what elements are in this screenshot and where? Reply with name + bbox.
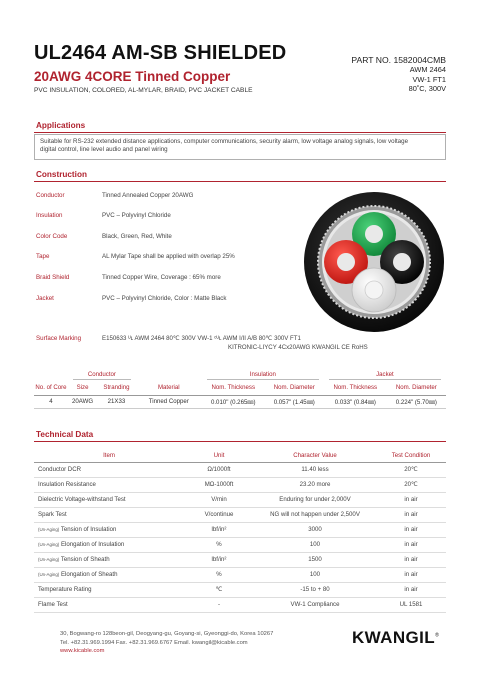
col-size: Size	[68, 380, 97, 395]
spec-label: Braid Shield	[36, 274, 70, 281]
condition-cell: in air	[376, 522, 446, 537]
unit-cell: lbf/in²	[184, 552, 254, 567]
value-cell: 100	[254, 567, 376, 582]
condition-cell: in air	[376, 492, 446, 507]
value-cell: 11.40 less	[254, 462, 376, 477]
surface-marking-line-2: KITRONIC-LIYCY 4Cx20AWG KWANGIL CE RoHS	[228, 344, 368, 351]
cell-cores: 4	[34, 395, 68, 408]
condition-cell: in air	[376, 552, 446, 567]
spec-color-code	[36, 233, 336, 243]
table-row	[34, 477, 446, 492]
cell-ins-thickness: 0.010" (0.265㎜)	[202, 395, 265, 408]
table-row	[34, 537, 446, 552]
unit-cell: V/continue	[184, 507, 254, 522]
table-row	[34, 492, 446, 507]
technical-data-table	[34, 450, 446, 613]
spec-value: PVC – Polyvinyl Chloride, Color : Matte Black	[102, 295, 227, 302]
product-description: PVC INSULATION, COLORED, AL-MYLAR, BRAID, PVC JACKET CABLE	[34, 87, 253, 94]
spec-value: AL Mylar Tape shall be applied with overlap 25%	[102, 253, 235, 260]
value-cell: 1500	[254, 552, 376, 567]
temp-voltage-rating: 80˚C, 300V	[408, 83, 446, 93]
surface-marking-label: Surface Marking	[36, 335, 82, 342]
spec-label: Jacket	[36, 295, 54, 302]
unit-cell: Ω/1000ft	[184, 462, 254, 477]
cell-jacket-thickness: 0.033" (0.84㎜)	[324, 395, 387, 408]
table-row	[34, 395, 446, 408]
table-row	[34, 507, 446, 522]
company-logo: KWANGIL®	[352, 628, 440, 647]
cell-size: 20AWG	[68, 395, 97, 408]
applications-rule	[34, 132, 446, 133]
condition-cell: in air	[376, 507, 446, 522]
spec-label: Tape	[36, 253, 50, 260]
black-core-conductor	[393, 253, 411, 271]
company-address: 30, Bogwang-ro 128beon-gil, Deogyang-gu, Goyang-si, Gyeonggi-do, Korea 10267	[60, 631, 274, 637]
item-cell: (Un-Aging) Elongation of Sheath	[34, 567, 184, 582]
white-core-conductor	[365, 281, 383, 299]
col-stranding: Stranding	[97, 380, 136, 395]
table-row	[34, 462, 446, 477]
group-insulation: Insulation	[202, 370, 324, 380]
col-jacket-thickness: Nom. Thickness	[324, 380, 387, 395]
unit-cell: -	[184, 597, 254, 612]
applications-box	[34, 134, 446, 160]
applications-line-1: Suitable for RS-232 extended distance applications, computer communications, security alarm, low voltage analog signals, low voltage	[40, 138, 409, 145]
group-jacket: Jacket	[324, 370, 446, 380]
col-no-of-core: No. of Core	[34, 380, 68, 395]
unit-cell: lbf/in²	[184, 522, 254, 537]
condition-cell: in air	[376, 537, 446, 552]
condition-cell: in air	[376, 567, 446, 582]
green-core-conductor	[365, 225, 383, 243]
spec-jacket	[36, 295, 336, 305]
value-cell: Enduring for under 2,000V	[254, 492, 376, 507]
spec-value: Tinned Copper Wire, Coverage : 65% more	[102, 274, 221, 281]
col-material: Material	[136, 380, 202, 395]
value-cell: 100	[254, 537, 376, 552]
product-title: UL2464 AM-SB SHIELDED	[34, 42, 287, 64]
applications-title: Applications	[36, 121, 86, 130]
item-cell: Insulation Resistance	[34, 477, 184, 492]
company-website-link[interactable]: www.kicable.com	[60, 648, 105, 655]
value-cell: 3000	[254, 522, 376, 537]
item-cell: (Un-Aging) Tension of Sheath	[34, 552, 184, 567]
part-info	[351, 56, 446, 93]
spec-tape	[36, 253, 336, 263]
value-cell: 23.20 more	[254, 477, 376, 492]
unit-cell: MΩ-1000ft	[184, 477, 254, 492]
company-contact: Tel. +82.31.969.1994 Fax. +82.31.969.6767 Email. kwangil@kicable.com	[60, 639, 248, 646]
unit-cell: %	[184, 567, 254, 582]
spec-label: Conductor	[36, 192, 65, 199]
construction-title: Construction	[36, 170, 87, 179]
spec-insulation	[36, 212, 336, 222]
applications-line-2: digital control, line level audio and panel wiring	[40, 146, 168, 154]
spec-value: Black, Green, Red, White	[102, 233, 172, 240]
flame-rating: VW-1 FT1	[412, 74, 446, 84]
unit-cell: ℃	[184, 582, 254, 597]
cable-cross-section-illustration	[302, 190, 446, 334]
cell-jacket-diameter: 0.224" (5.70㎜)	[387, 395, 446, 408]
value-cell: NG will not happen under 2,500V	[254, 507, 376, 522]
spec-conductor	[36, 192, 336, 202]
cell-material: Tinned Copper	[136, 395, 202, 408]
condition-cell: 20℃	[376, 477, 446, 492]
unit-cell: V/min	[184, 492, 254, 507]
technical-rule	[34, 441, 446, 442]
spec-label: Insulation	[36, 212, 63, 219]
spec-braid-shield	[36, 274, 336, 284]
item-cell: Dielectric Voltage-withstand Test	[34, 492, 184, 507]
company-address-block	[60, 630, 273, 656]
table-row	[34, 582, 446, 597]
item-cell: (Un-Aging) Tension of Insulation	[34, 522, 184, 537]
col-character-value: Character Value	[254, 450, 376, 462]
cell-ins-diameter: 0.057" (1.45㎜)	[265, 395, 324, 408]
condition-cell: 20℃	[376, 462, 446, 477]
value-cell: -15 to + 80	[254, 582, 376, 597]
col-ins-thickness: Nom. Thickness	[202, 380, 265, 395]
col-unit: Unit	[184, 450, 254, 462]
part-number: PART NO. 1582004CMB	[351, 55, 446, 65]
col-item: Item	[34, 450, 184, 462]
condition-cell: UL 1581	[376, 597, 446, 612]
table-row	[34, 567, 446, 582]
value-cell: VW-1 Compliance	[254, 597, 376, 612]
spec-value: PVC – Polyvinyl Chloride	[102, 212, 171, 219]
item-cell: Flame Test	[34, 597, 184, 612]
footer	[0, 618, 480, 658]
red-core-conductor	[337, 253, 355, 271]
technical-title: Technical Data	[36, 430, 94, 439]
awm-rating: AWM 2464	[409, 65, 446, 75]
col-ins-diameter: Nom. Diameter	[265, 380, 324, 395]
construction-rule	[34, 181, 446, 182]
group-conductor: Conductor	[68, 370, 136, 380]
cell-stranding: 21X33	[97, 395, 136, 408]
datasheet-header	[34, 42, 446, 96]
col-test-condition: Test Condition	[376, 450, 446, 462]
condition-cell: in air	[376, 582, 446, 597]
item-cell: Conductor DCR	[34, 462, 184, 477]
item-cell: (Un-Aging) Elongation of Insulation	[34, 537, 184, 552]
spec-label: Color Code	[36, 233, 68, 240]
unit-cell: %	[184, 537, 254, 552]
table-row	[34, 522, 446, 537]
item-cell: Temperature Rating	[34, 582, 184, 597]
col-jacket-diameter: Nom. Diameter	[387, 380, 446, 395]
product-subtitle: 20AWG 4CORE Tinned Copper	[34, 69, 231, 84]
registered-mark-icon: ®	[435, 632, 440, 639]
table-row	[34, 597, 446, 612]
table-row	[34, 552, 446, 567]
surface-marking-line-1: E150633 ᵁʟ AWM 2464 80℃ 300V VW-1 ᶜᵁʟ AWM I/II A/B 80℃ 300V FT1	[102, 335, 301, 342]
item-cell: Spark Test	[34, 507, 184, 522]
spec-value: Tinned Annealed Copper 20AWG	[102, 192, 194, 199]
cable-dimensions-table	[34, 370, 446, 409]
